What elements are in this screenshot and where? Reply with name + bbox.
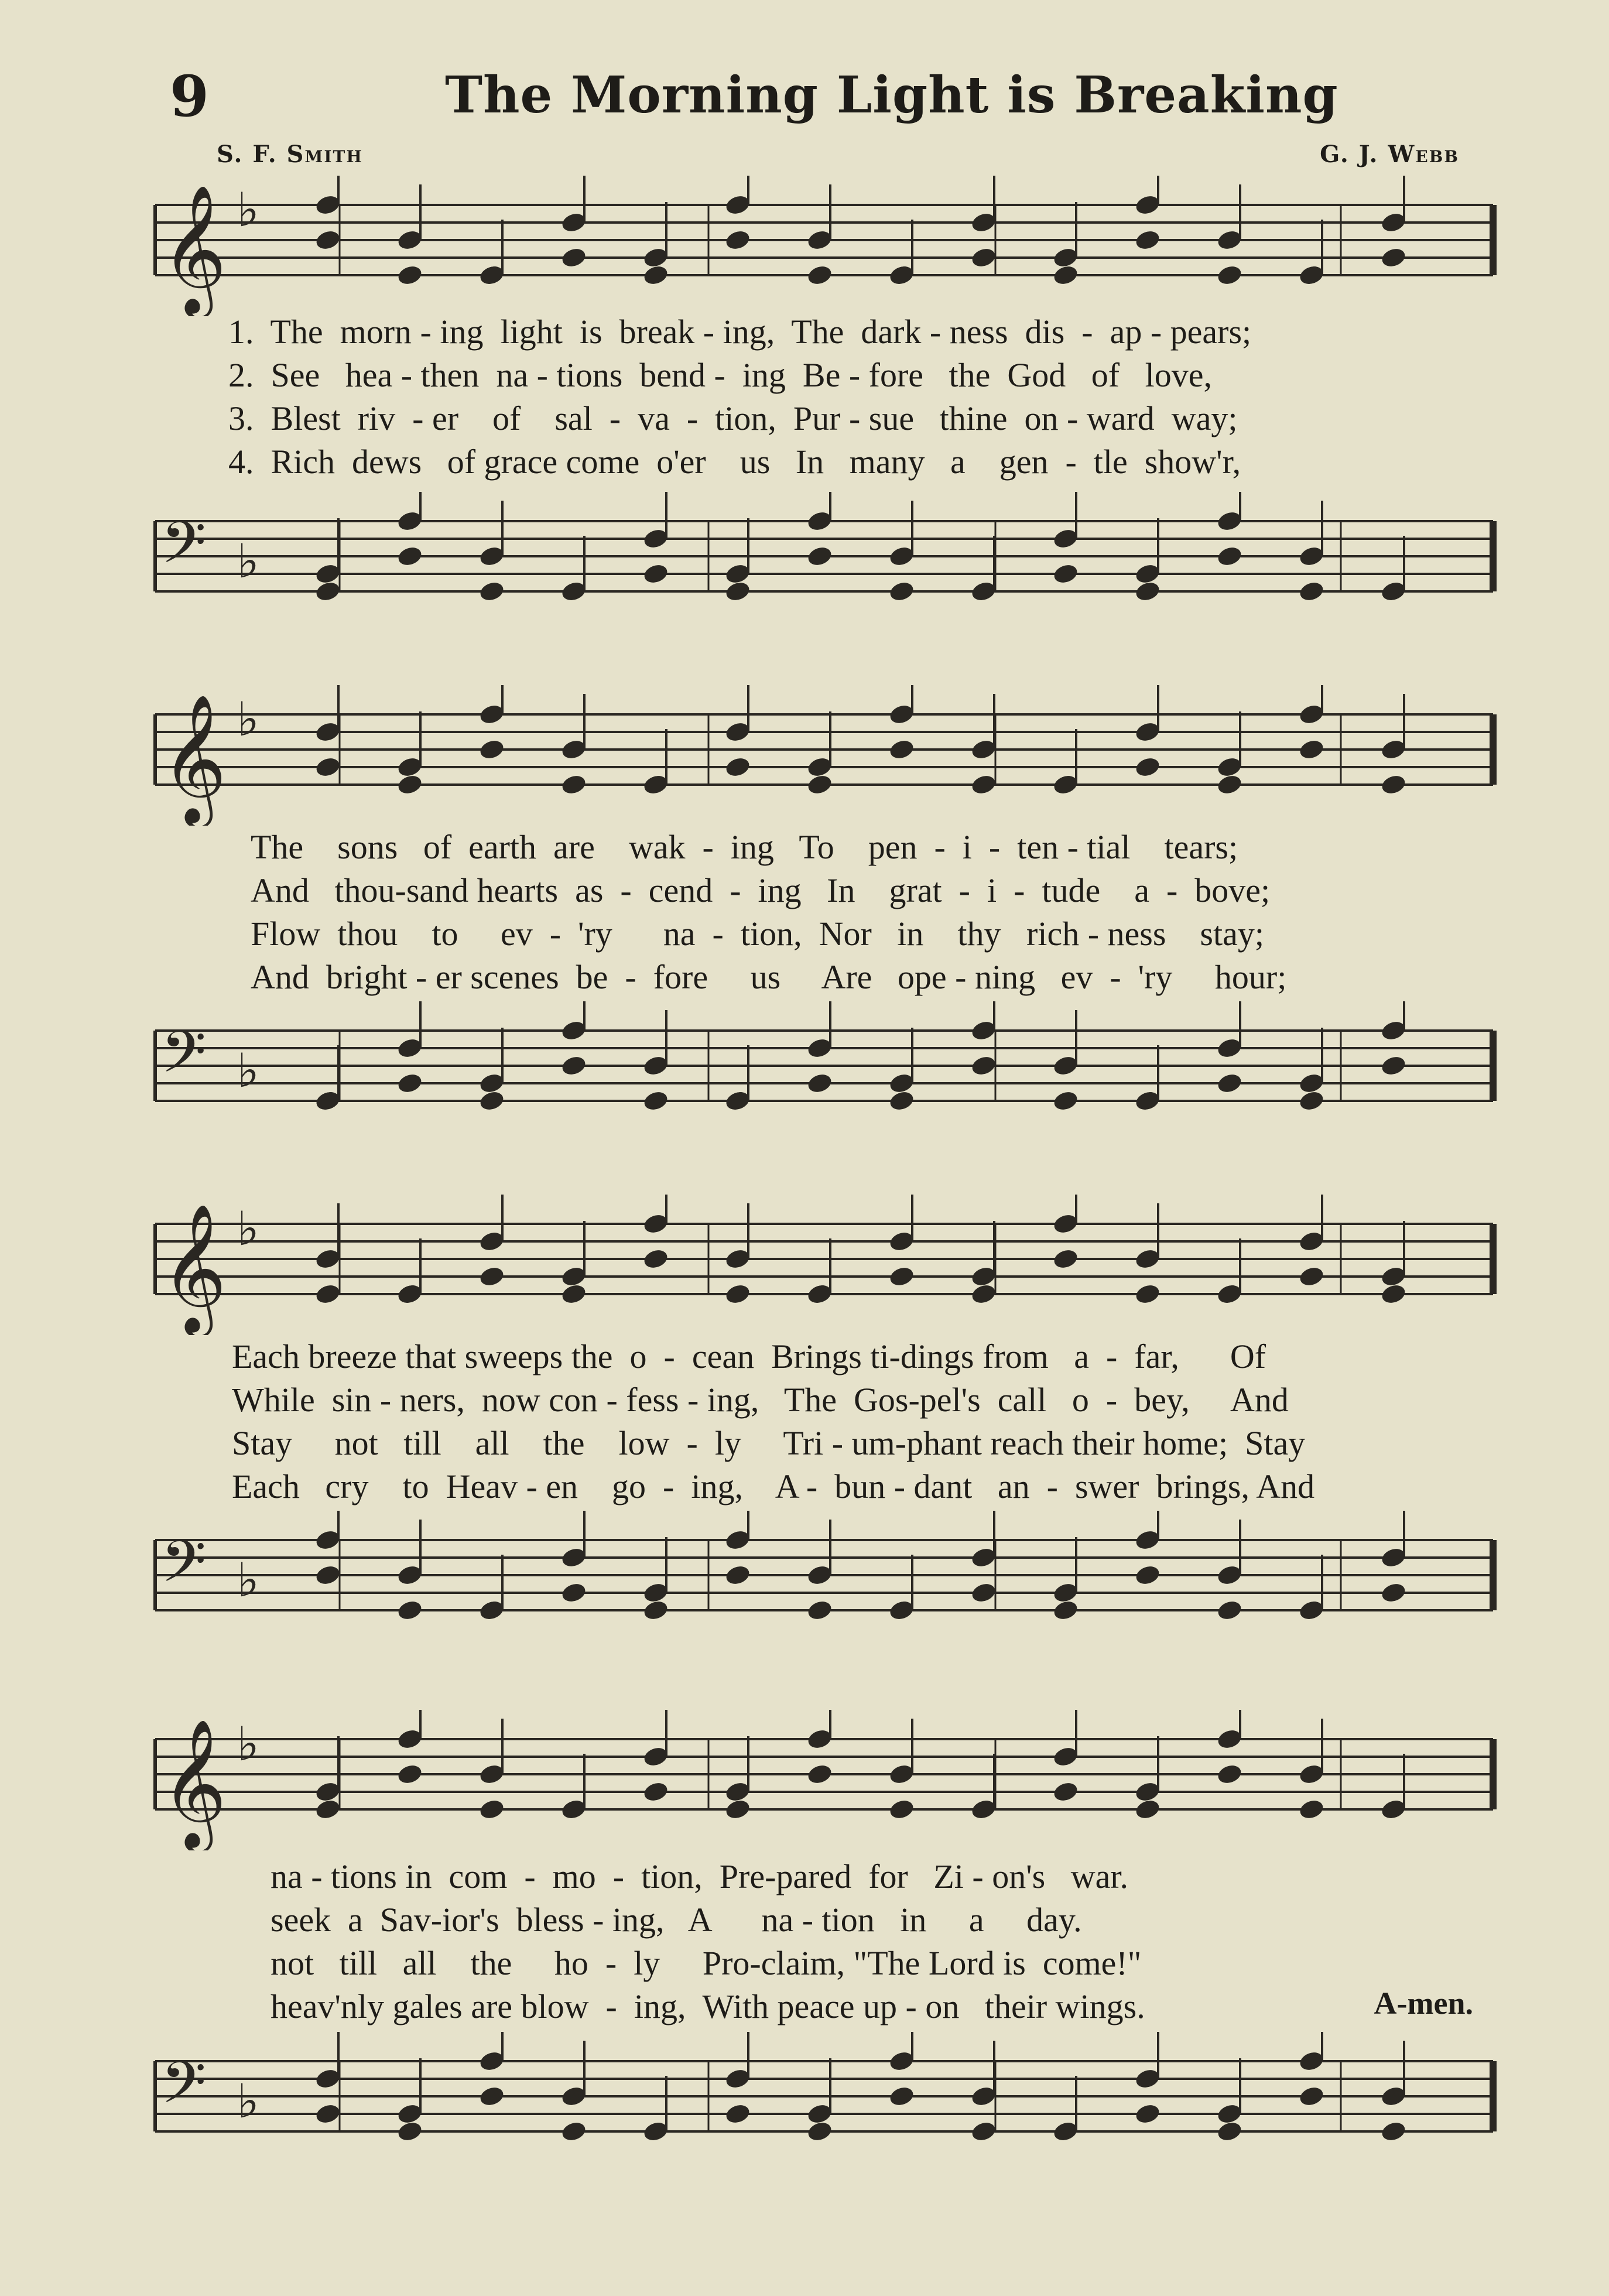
lyrics-system-3 (232, 1335, 1314, 1508)
lyric-verse-3: not till all the ho - ly Pro-claim, "The Lord is come!" (271, 1944, 1142, 1982)
lyric-verse-4: 4. Rich dews of grace come o'er us In many a gen - tle show'r, (228, 443, 1241, 481)
lyric-verse-2: 2. See hea - then na - tions bend - ing Be - fore the God of love, (228, 356, 1212, 394)
svg-text:♭: ♭ (237, 1202, 259, 1256)
composer-credit: G. J. Webb (1320, 141, 1459, 168)
hymn-number: 9 (170, 63, 209, 129)
treble-staff-system-4 (0, 1710, 1609, 1850)
lyrics-system-4 (271, 1855, 1145, 2028)
svg-text:𝄢: 𝄢 (161, 509, 207, 591)
bass-staff-system-4 (0, 2032, 1609, 2172)
amen-label: A-men. (1374, 1986, 1473, 2021)
lyricist-credit: S. F. Smith (217, 141, 363, 168)
lyric-verse-3: 3. Blest riv - er of sal - va - tion, Pur - sue thine on - ward way; (228, 399, 1238, 437)
svg-text:𝄢: 𝄢 (161, 1019, 207, 1100)
lyric-verse-2: seek a Sav-ior's bless - ing, A na - tion in a day. (271, 1901, 1082, 1939)
lyric-verse-1: Each breeze that sweeps the o - cean Brings ti-dings from a - far, Of (232, 1337, 1266, 1375)
lyrics-system-1 (228, 310, 1251, 484)
hymn-title: The Morning Light is Breaking (445, 66, 1338, 125)
svg-text:♭: ♭ (237, 183, 259, 237)
svg-text:𝄢: 𝄢 (161, 1528, 207, 1610)
svg-text:♭: ♭ (237, 1717, 259, 1771)
treble-staff-system-1 (0, 176, 1609, 316)
svg-text:𝄢: 𝄢 (161, 2049, 207, 2131)
lyric-verse-3: Stay not till all the low - ly Tri - um-phant reach their home; Stay (232, 1424, 1306, 1462)
svg-text:𝄞: 𝄞 (161, 693, 227, 823)
lyric-verse-1: 1. The morn - ing light is break - ing, The dark - ness dis - ap - pears; (228, 313, 1252, 351)
treble-staff-system-3 (0, 1195, 1609, 1335)
svg-text:♭: ♭ (237, 534, 259, 588)
svg-text:♭: ♭ (237, 2074, 259, 2129)
lyric-verse-1: na - tions in com - mo - tion, Pre-pared for Zi - on's war. (271, 1857, 1128, 1895)
lyric-verse-2: While sin - ners, now con - fess - ing, The Gos-pel's call o - bey, And (232, 1381, 1289, 1419)
svg-text:♭: ♭ (237, 1043, 259, 1098)
lyric-verse-4: Each cry to Heav - en go - ing, A - bun - dant an - swer brings, And (232, 1467, 1315, 1505)
treble-staff-system-2 (0, 685, 1609, 826)
lyric-verse-1: The sons of earth are wak - ing To pen - i - ten - tial tears; (251, 828, 1238, 866)
svg-text:𝄞: 𝄞 (161, 184, 227, 313)
svg-text:𝄞: 𝄞 (161, 1203, 227, 1332)
lyric-verse-2: And thou-sand hearts as - cend - ing In grat - i - tude a - bove; (251, 871, 1271, 909)
lyric-verse-4: heav'nly gales are blow - ing, With peace up - on their wings. (271, 1987, 1145, 2025)
bass-staff-system-1 (0, 492, 1609, 632)
svg-text:♭: ♭ (237, 1553, 259, 1607)
lyrics-system-2 (251, 826, 1286, 999)
svg-text:♭: ♭ (237, 692, 259, 747)
lyric-verse-3: Flow thou to ev - 'ry na - tion, Nor in thy rich - ness stay; (251, 915, 1264, 953)
lyric-verse-4: And bright - er scenes be - fore us Are ope - ning ev - 'ry hour; (251, 958, 1287, 996)
bass-staff-system-2 (0, 1001, 1609, 1142)
svg-text:𝄞: 𝄞 (161, 1718, 227, 1847)
bass-staff-system-3 (0, 1511, 1609, 1651)
